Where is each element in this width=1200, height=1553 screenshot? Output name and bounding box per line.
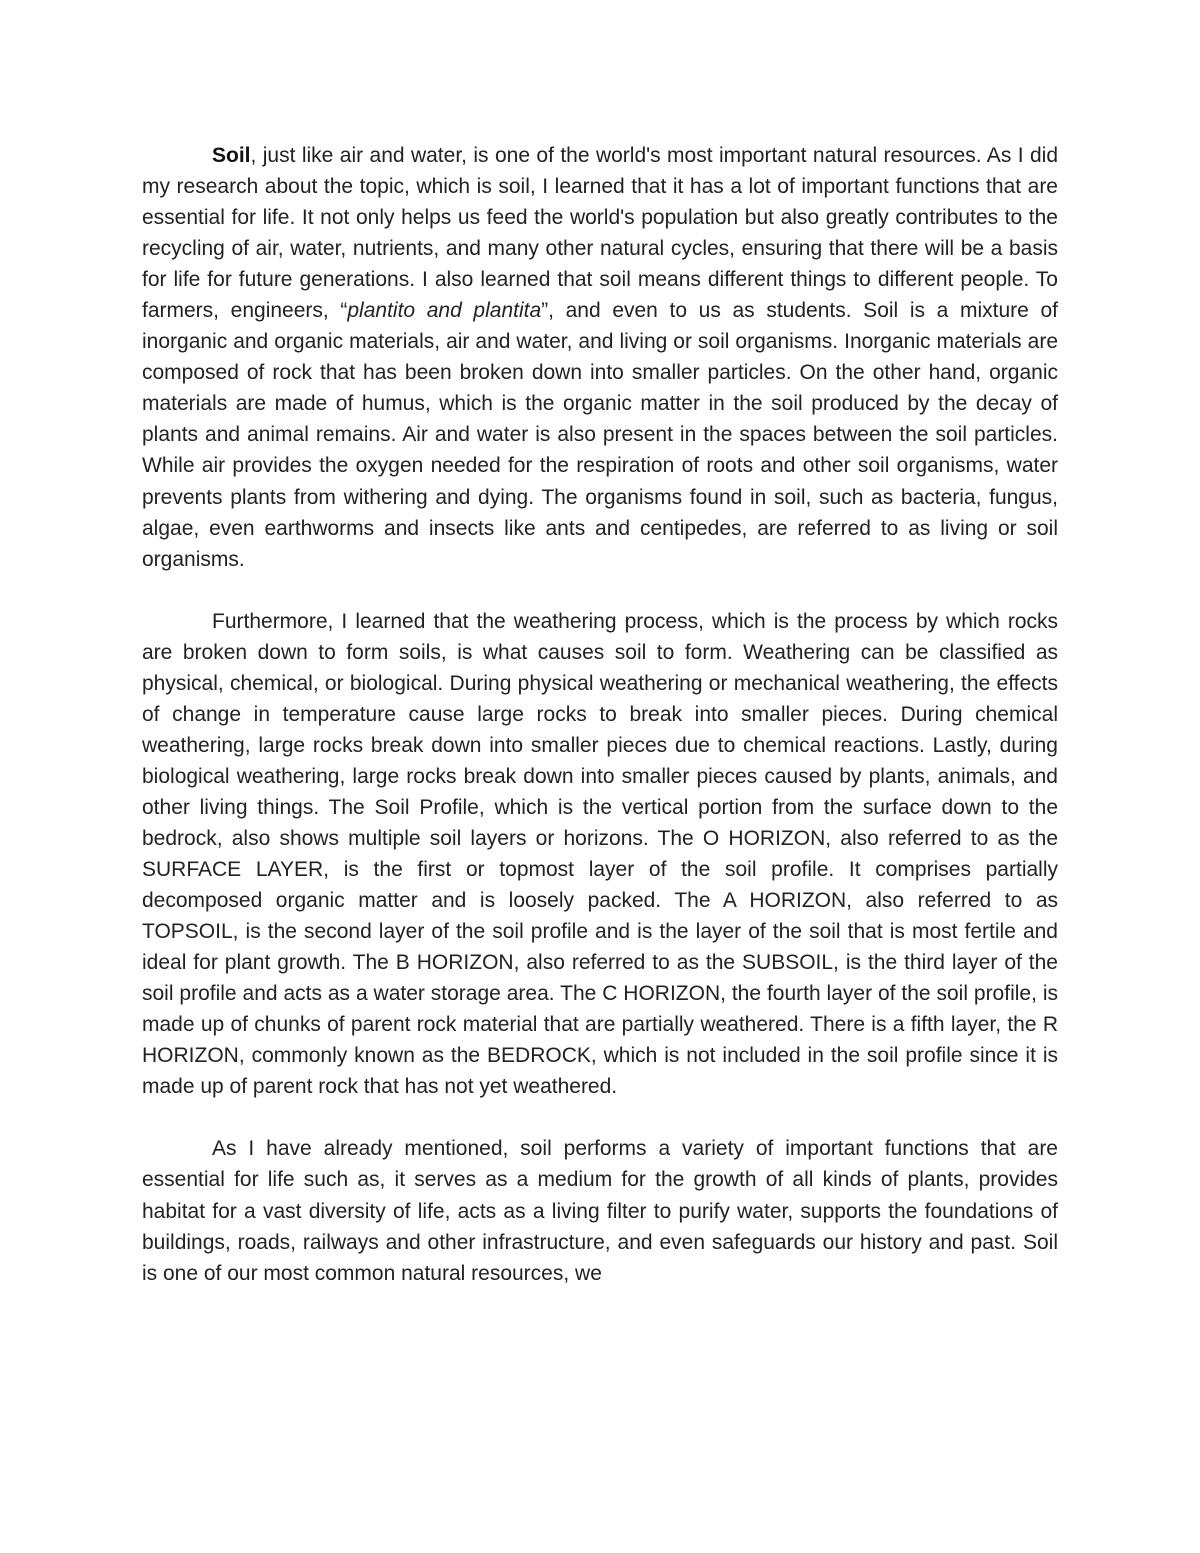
paragraph-1 — [142, 140, 1058, 575]
document-page — [142, 140, 1058, 1289]
paragraph-1-text-b: ”, and even to us as students. Soil is a mixture of inorganic and organic materials, air and water, and living or soil organisms. Inorganic materials are composed of rock that has been broken down into smaller particles. On the other hand, organic materials are made of humus, which is the organic matter in the soil produced by the decay of plants and animal remains. Air and water is also present in the spaces between the soil particles. While air provides the oxygen needed for the respiration of roots and other soil organisms, water prevents plants from withering and dying. The organisms found in soil, such as bacteria, fungus, algae, even earthworms and insects like ants and centipedes, are referred to as living or soil organisms. — [142, 299, 1058, 571]
paragraph-1-text-a: , just like air and water, is one of the world's most important natural resources. As I did my research about the topic, which is soil, I learned that it has a lot of important functions that are essential for life. It not only helps us feed the world's population but also greatly contributes to the recycling of air, water, nutrients, and many other natural cycles, ensuring that there will be a basis for life for future generations. I also learned that soil means different things to different people. To farmers, engineers, “ — [142, 144, 1058, 323]
paragraph-2: Furthermore, I learned that the weathering process, which is the process by which rocks are broken down to form soils, is what causes soil to form. Weathering can be classified as physical, chemical, or biological. During physical weathering or mechanical weathering, the effects of change in temperature cause large rocks to break into smaller pieces. During chemical weathering, large rocks break down into smaller pieces due to chemical reactions. Lastly, during biological weathering, large rocks break down into smaller pieces caused by plants, animals, and other living things. The Soil Profile, which is the vertical portion from the surface down to the bedrock, also shows multiple soil layers or horizons. The O HORIZON, also referred to as the SURFACE LAYER, is the first or topmost layer of the soil profile. It comprises partially decomposed organic matter and is loosely packed. The A HORIZON, also referred to as TOPSOIL, is the second layer of the soil profile and is the layer of the soil that is most fertile and ideal for plant growth. The B HORIZON, also referred to as the SUBSOIL, is the third layer of the soil profile and acts as a water storage area. The C HORIZON, the fourth layer of the soil profile, is made up of chunks of parent rock material that are partially weathered. There is a fifth layer, the R HORIZON, commonly known as the BEDROCK, which is not included in the soil profile since it is made up of parent rock that has not yet weathered. — [142, 609, 1058, 1099]
paragraph-1-italic-phrase: plantito and plantita — [347, 299, 542, 323]
lead-term-soil: Soil — [212, 144, 251, 167]
paragraph-3: As I have already mentioned, soil performs a variety of important functions that are essential for life such as, it serves as a medium for the growth of all kinds of plants, provides habitat for a vast diversity of life, acts as a living filter to purify water, supports the foundations of buildings, roads, railways and other infrastructure, and even safeguards our history and past. Soil is one of our most common natural resources, we — [142, 1137, 1058, 1285]
